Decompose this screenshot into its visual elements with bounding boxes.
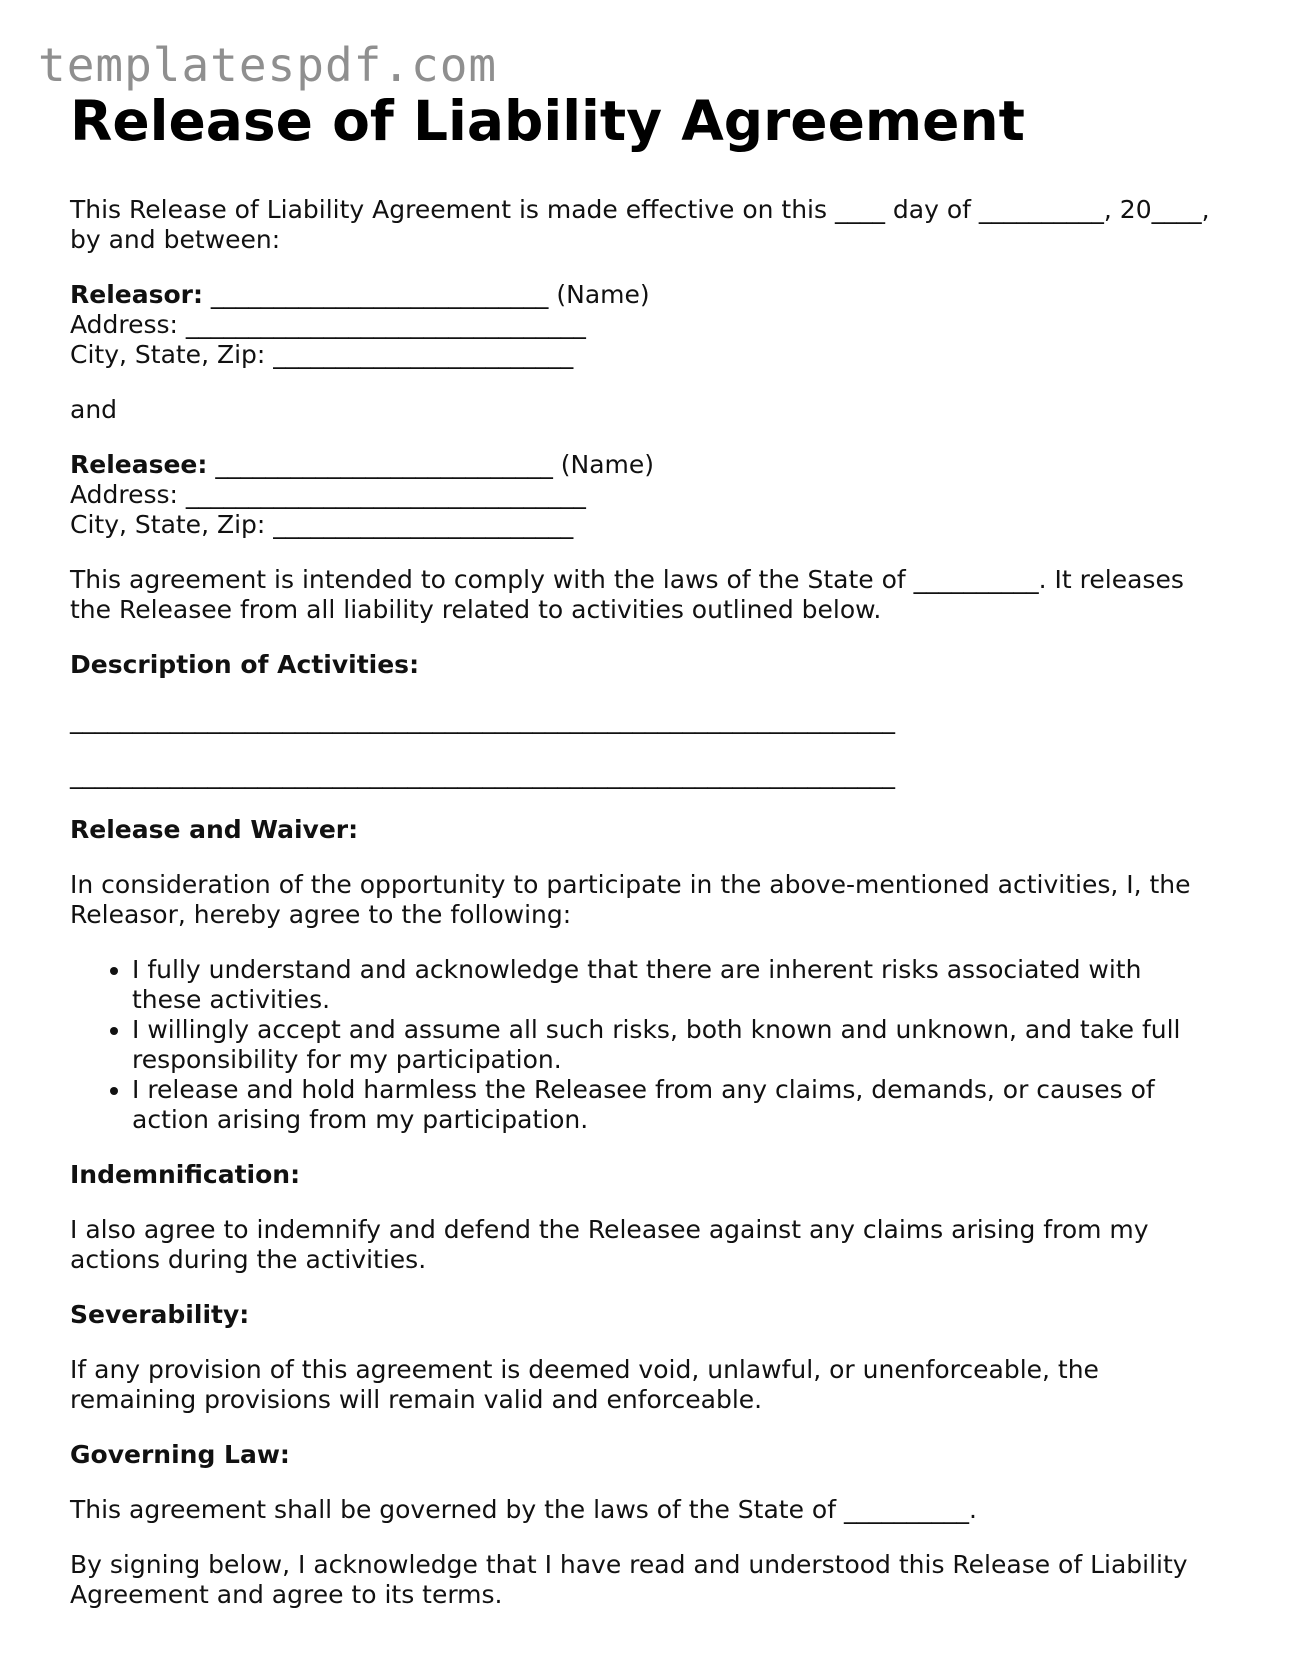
- activities-heading: Description of Activities:: [70, 650, 420, 679]
- list-item: [132, 955, 1230, 1015]
- intro-line-2: by and between:: [70, 225, 281, 254]
- indemnification-line-2: actions during the activities.: [70, 1245, 427, 1274]
- bullet-3-line-2: action arising from my participation.: [132, 1105, 589, 1134]
- indemnification-paragraph: [70, 1215, 1230, 1275]
- releasor-address-field: Address: ________________________________: [70, 310, 586, 339]
- activities-blank-line-2: __________________________________________________________________: [70, 760, 895, 789]
- watermark: templatespdf.com: [38, 38, 498, 92]
- release-waiver-list: [70, 955, 1230, 1135]
- intro-paragraph: [70, 195, 1230, 255]
- bullet-2-line-1: I willingly accept and assume all such risks, both known and unknown, and take full: [132, 1015, 1181, 1044]
- bullet-1-line-1: I fully understand and acknowledge that there are inherent risks associated with: [132, 955, 1142, 984]
- release-waiver-heading: Release and Waiver:: [70, 815, 359, 844]
- list-item: [132, 1075, 1230, 1135]
- governing-law-paragraph: [70, 1495, 1230, 1525]
- acknowledgment-paragraph: [70, 1550, 1230, 1610]
- severability-line-1: If any provision of this agreement is deemed void, unlawful, or unenforceable, the: [70, 1355, 1099, 1384]
- bullet-1-line-2: these activities.: [132, 985, 331, 1014]
- releasee-name-field: ___________________________ (Name): [207, 450, 655, 479]
- document-body: [70, 88, 1230, 1610]
- compliance-line-1: This agreement is intended to comply with the laws of the State of __________. It releases: [70, 565, 1184, 594]
- releasor-name-field: ___________________________ (Name): [202, 280, 650, 309]
- list-item: [132, 1015, 1230, 1075]
- release-waiver-line-1: In consideration of the opportunity to participate in the above-mentioned activities, I, the: [70, 870, 1191, 899]
- release-waiver-line-2: Releasor, hereby agree to the following:: [70, 900, 572, 929]
- bullet-2-line-2: responsibility for my participation.: [132, 1045, 562, 1074]
- releasee-name-row: [70, 450, 1230, 480]
- acknowledgment-line-1: By signing below, I acknowledge that I have read and understood this Release of Liability: [70, 1550, 1188, 1579]
- compliance-line-2: the Releasee from all liability related to activities outlined below.: [70, 595, 882, 624]
- releasor-city-field: City, State, Zip: ________________________: [70, 340, 574, 369]
- acknowledgment-line-2: Agreement and agree to its terms.: [70, 1580, 503, 1609]
- releasee-label: Releasee:: [70, 450, 208, 479]
- indemnification-heading: Indemnification:: [70, 1160, 301, 1189]
- intro-line-1: This Release of Liability Agreement is made effective on this ____ day of __________, 20____,: [70, 195, 1210, 224]
- severability-paragraph: [70, 1355, 1230, 1415]
- bullet-3-line-1: I release and hold harmless the Releasee from any claims, demands, or causes of: [132, 1075, 1155, 1104]
- releasor-label: Releasor:: [70, 280, 203, 309]
- and-text: and: [70, 395, 118, 424]
- releasee-address-field: Address: ________________________________: [70, 480, 586, 509]
- document-title: Release of Liability Agreement: [70, 89, 1025, 153]
- releasee-city-field: City, State, Zip: ________________________: [70, 510, 574, 539]
- governing-law-line-1: This agreement shall be governed by the laws of the State of __________.: [70, 1495, 977, 1524]
- severability-line-2: remaining provisions will remain valid and enforceable.: [70, 1385, 763, 1414]
- indemnification-line-1: I also agree to indemnify and defend the Releasee against any claims arising from my: [70, 1215, 1149, 1244]
- releasor-name-row: [70, 280, 1230, 310]
- release-waiver-paragraph: [70, 870, 1230, 930]
- governing-law-heading: Governing Law:: [70, 1440, 290, 1469]
- releasor-block: [70, 280, 1230, 370]
- severability-heading: Severability:: [70, 1300, 250, 1329]
- releasee-block: [70, 450, 1230, 540]
- activities-blank-line-1: __________________________________________________________________: [70, 705, 895, 734]
- compliance-paragraph: [70, 565, 1230, 625]
